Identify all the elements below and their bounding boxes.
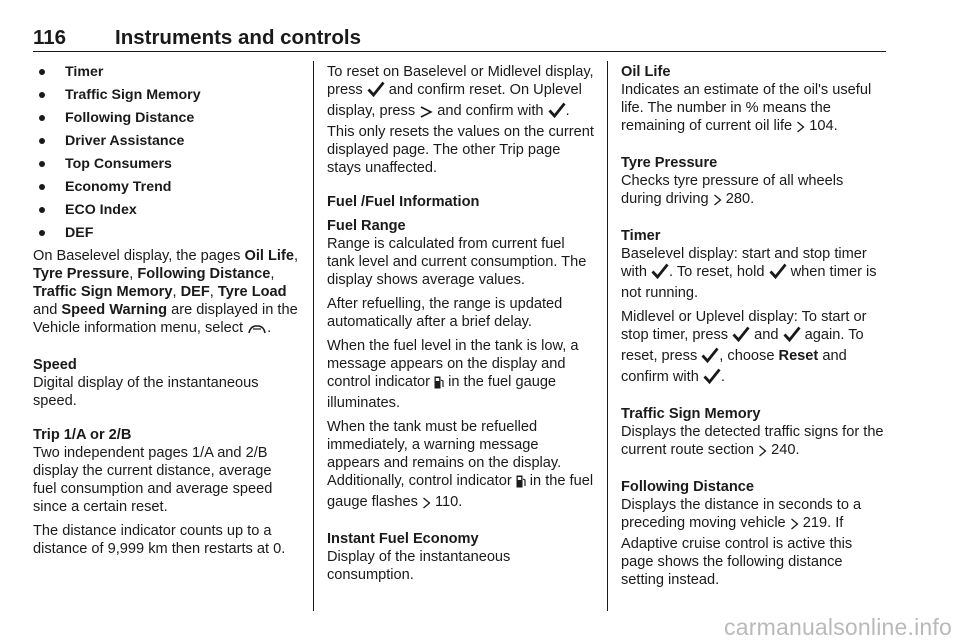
following-distance-heading: Following Distance <box>621 479 754 495</box>
fuel-pump-icon <box>516 475 526 493</box>
checkmark-icon <box>703 368 721 389</box>
oil-life-text: Indicates an estimate of the oil's useful life. The number in % means the remaining of current oil life 104. <box>621 81 887 138</box>
list-item: Timer <box>33 63 299 81</box>
speed-heading: Speed <box>33 357 77 373</box>
page-reference-arrow-icon <box>758 444 767 462</box>
page-number: 116 <box>33 26 67 49</box>
traffic-sign-memory-text: Displays the detected traffic signs for the current route section 240. <box>621 423 887 462</box>
checkmark-icon <box>548 102 566 123</box>
checkmark-icon <box>651 263 669 284</box>
page-reference-arrow-icon <box>713 193 722 211</box>
timer-text-2: Midlevel or Uplevel display: To start or stop timer, press and again. To reset, press , choose Reset and confirm with . <box>621 308 887 389</box>
trip-reset-text: To reset on Baselevel or Midlevel display, press and confirm reset. On Uplevel display, press and confirm with . This only resets the values on the current displayed page. The other Trip page stays unaffected. <box>327 64 594 176</box>
reset-label: Reset <box>778 348 819 364</box>
list-item: Driver Assistance <box>33 132 299 150</box>
page-reference-arrow-icon <box>422 496 431 514</box>
following-distance-text: Displays the distance in seconds to a preceding moving vehicle 219. If Adaptive cruise control is active this page shows the following distance setting instead. <box>621 497 862 588</box>
baselevel-intro: On Baselevel display, the pages Oil Life, Tyre Pressure, Following Distance, Traffic Sign Memory, DEF, Tyre Load and Speed Warning are displayed in the Vehicle information menu, select . <box>33 247 299 340</box>
watermark: carmanualsonline.info <box>724 614 952 640</box>
oil-life-heading: Oil Life <box>621 64 671 80</box>
trip-text-1: Two independent pages 1/A and 2/B display the current distance, average fuel consumption and average speed since a certain reset. <box>33 445 273 515</box>
speed-text: Digital display of the instantaneous speed. <box>33 375 259 409</box>
list-item: ECO Index <box>33 201 299 219</box>
page-reference-arrow-icon <box>790 517 799 535</box>
list-item: Economy Trend <box>33 178 299 196</box>
list-item: Following Distance <box>33 109 299 127</box>
checkmark-icon <box>783 326 801 347</box>
traffic-sign-memory-heading: Traffic Sign Memory <box>621 406 761 422</box>
timer-heading: Timer <box>621 228 661 244</box>
column-divider-2 <box>607 61 608 611</box>
list-item: Traffic Sign Memory <box>33 86 299 104</box>
tyre-pressure-text: Checks tyre pressure of all wheels during driving 280. <box>621 172 887 211</box>
fuel-range-text-4: When the tank must be refuelled immediately, a warning message appears and remains on the display. Additionally, control indicator in the fuel gauge flashes 110. <box>327 418 595 514</box>
column-3 <box>621 63 887 589</box>
play-triangle-icon <box>419 105 433 123</box>
fuel-range-text-1: Range is calculated from current fuel tank level and current consumption. The display shows average values. <box>327 236 587 288</box>
checkmark-icon <box>732 326 750 347</box>
instant-fuel-text: Display of the instantaneous consumption. <box>327 549 511 583</box>
column-2 <box>327 63 595 584</box>
column-divider-1 <box>313 61 314 611</box>
checkmark-icon <box>701 347 719 368</box>
tyre-pressure-heading: Tyre Pressure <box>621 155 718 171</box>
list-item: Top Consumers <box>33 155 299 173</box>
checkmark-icon <box>769 263 787 284</box>
fuel-range-text-2: After refuelling, the range is updated automatically after a brief delay. <box>327 296 563 330</box>
page-reference-arrow-icon <box>796 120 805 138</box>
vehicle-icon <box>247 322 267 340</box>
trip-heading: Trip 1/A or 2/B <box>33 427 132 443</box>
page-list <box>33 63 299 242</box>
checkmark-icon <box>367 81 385 102</box>
instant-fuel-heading: Instant Fuel Economy <box>327 531 479 547</box>
trip-text-2: The distance indicator counts up to a distance of 9,999 km then restarts at 0. <box>33 523 286 557</box>
fuel-range-heading: Fuel Range <box>327 218 406 234</box>
timer-text-1: Baselevel display: start and stop timer with . To reset, hold when timer is not running. <box>621 246 877 301</box>
fuel-pump-icon <box>434 376 444 394</box>
column-1 <box>33 63 299 558</box>
header-rule <box>33 51 886 52</box>
page-header <box>33 26 361 50</box>
page-title: Instruments and controls <box>115 26 362 49</box>
fuel-section-heading: Fuel /Fuel Information <box>327 194 480 210</box>
fuel-range-text-3: When the fuel level in the tank is low, a message appears on the display and control indicator in the fuel gauge illuminates. <box>327 338 579 411</box>
list-item: DEF <box>33 224 299 242</box>
